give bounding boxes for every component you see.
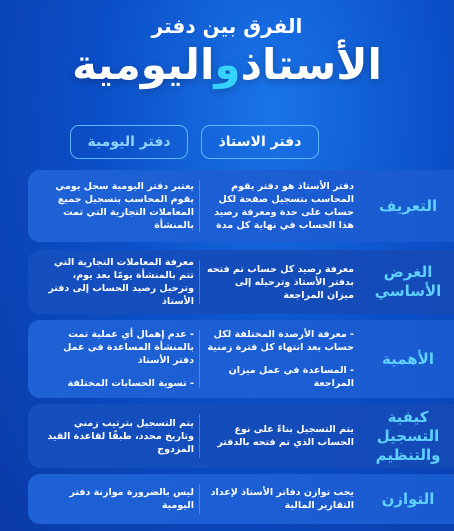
cell-text: - عدم إهمال أي عملية تمت بالمنشأة المساعدة في عمل دفتر الأستاذ	[63, 329, 194, 366]
cell-text: يتم التسجيل بناءً على نوع الحساب الذي تم فتحه بالدفتر	[217, 424, 354, 448]
cell-yawmiya	[46, 320, 194, 398]
table-row	[28, 250, 454, 314]
title-main	[0, 40, 454, 90]
cell-text: معرفة رصيد كل حساب تم فتحه بدفتر الأستاذ وترحيله إلى ميزان المراجعة	[206, 263, 354, 301]
cell-yawmiya	[46, 474, 194, 524]
row-label: الأهمية	[382, 349, 434, 368]
divider	[199, 330, 200, 388]
divider	[199, 414, 200, 458]
cell-text: دفتر الأستاذ هو دفتر يقوم المحاسب بتسجيل صفحة لكل حساب على حدة ومعرفة رصيد هذا الحساب في نهاية كل مدة	[214, 181, 354, 231]
header-ustaz: دفتر الاستاذ	[201, 125, 319, 159]
cell-yawmiya	[46, 170, 194, 242]
row-label: التعريف	[378, 196, 438, 215]
table-row	[28, 474, 454, 524]
cell-ustaz	[206, 250, 354, 314]
table-row	[28, 320, 454, 398]
header-yawmiya: دفتر اليومية	[70, 125, 188, 159]
divider	[199, 260, 200, 304]
title-word-yawmiya: اليومية	[72, 40, 215, 89]
divider	[199, 484, 200, 514]
row-label: كيفية التسجيل والتنظيم	[375, 407, 441, 464]
cell-text: يعتبر دفتر اليومية سجل يومي يقوم المحاسب بتسجيل جميع المعاملات التجارية التي تمت بالمنشأة	[55, 181, 194, 231]
title-conjunction: و	[214, 40, 241, 89]
row-label: الغرض الأساسي	[374, 263, 442, 300]
cell-text: معرفة المعاملات التجارية التي تتم بالمنشأة يومًا بعد يوم، وترحيل رصيد الحساب إلى دفتر الأستاذ	[48, 257, 194, 307]
title-line1: الفرق بين دفتر	[151, 14, 303, 38]
title-block	[0, 14, 454, 90]
row-label: التوازن	[381, 489, 435, 508]
cell-text: - المساعدة في عمل ميزان المراجعة	[228, 365, 354, 389]
cell-text: - معرفة الأرصدة المختلفة لكل حساب بعد انتهاء كل فترة زمنية	[207, 329, 354, 353]
cell-ustaz	[206, 320, 354, 398]
cell-text: - تسوية الحسابات المختلفة	[67, 378, 194, 389]
table-row	[28, 404, 454, 468]
cell-text: يجب توازن دفاتر الأستاذ لإعداد التقارير المالية	[210, 487, 354, 511]
cell-ustaz	[206, 170, 354, 242]
divider	[199, 180, 200, 232]
cell-yawmiya	[46, 404, 194, 468]
cell-ustaz	[206, 404, 354, 468]
cell-text: ليس بالضرورة موازنة دفتر اليومية	[69, 487, 194, 511]
table-row	[28, 170, 454, 242]
cell-ustaz	[206, 474, 354, 524]
cell-text: يتم التسجيل بترتيب زمني وتاريخ محدد، طبقًا لقاعدة القيد المزدوج	[47, 417, 194, 455]
title-word-ustaz: الأستاذ	[240, 40, 382, 89]
cell-yawmiya	[46, 250, 194, 314]
